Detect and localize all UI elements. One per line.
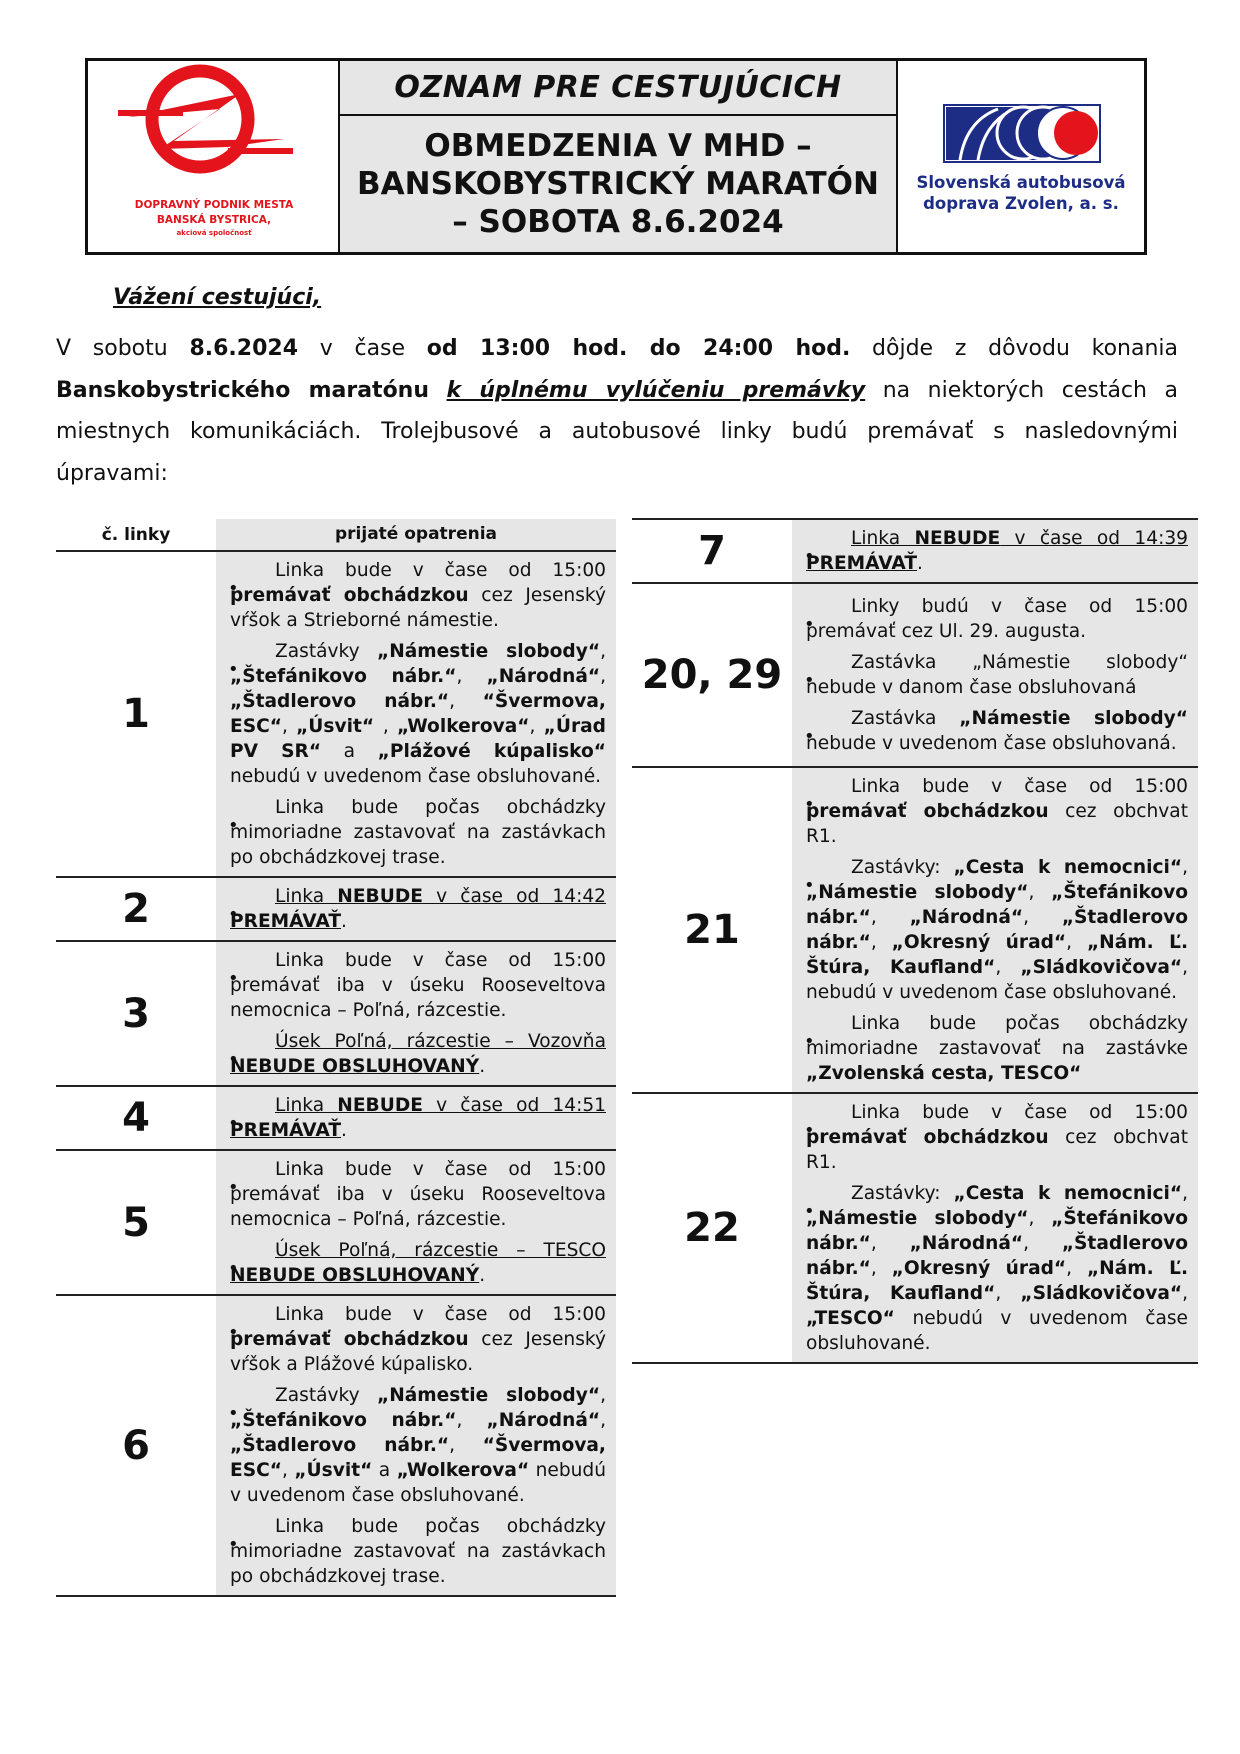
measure-text: ,	[870, 907, 910, 928]
measure-text: NEBUDE OBSLUHOVANÝ	[230, 1056, 480, 1077]
table-row	[56, 1086, 616, 1150]
measure-text: , nebudú v uvedenom čase obsluhované.	[806, 957, 1189, 1003]
measure-text: cez obchvat R1.	[806, 1127, 1188, 1173]
measure-text: Úsek Poľná, rázcestie – TESCO	[275, 1240, 606, 1261]
measure-text: „Štadlerovo nábr.“	[230, 691, 450, 712]
notice-title-line3: – SOBOTA 8.6.2024	[452, 204, 784, 240]
measure-text: cez Jesenský vŕšok a Plážové kúpalisko.	[230, 1329, 606, 1375]
dpmbb-name-line3: akciová spoločnosť	[176, 229, 252, 237]
measure-text: ,	[995, 1283, 1021, 1304]
measure-text: ,	[382, 716, 397, 737]
measure-text: .	[341, 1120, 347, 1141]
measure-text: Zastávka „Námestie slobody“ nebude v danom čase obsluhovaná	[806, 652, 1188, 698]
measure-text: „Národná“	[486, 1410, 601, 1431]
measure-text: cez Jesenský vŕšok a Strieborné námestie.	[230, 585, 606, 631]
measure-text: Zastávky:	[851, 857, 954, 878]
col-header-measures: prijaté opatrenia	[216, 519, 616, 551]
line-measures	[792, 519, 1198, 583]
line-number: 7	[632, 519, 792, 583]
measure-text: Linka bude v čase od 15:00	[851, 776, 1188, 797]
line-number: 1	[56, 551, 216, 877]
measure-text: Zastávky	[275, 1385, 377, 1406]
line-number: 21	[632, 767, 792, 1093]
measure-item	[230, 1383, 606, 1508]
header-title-cell	[340, 61, 898, 252]
line-number: 6	[56, 1295, 216, 1596]
notice-title-line2: BANSKOBYSTRICKÝ MARATÓN	[357, 166, 879, 202]
measure-text: „Štadlerovo nábr.“	[806, 1233, 1188, 1279]
col-header-line: č. linky	[101, 524, 171, 545]
measure-text: a	[372, 1460, 397, 1481]
measure-text: ,	[529, 716, 544, 737]
measure-text: Linka bude v čase od 15:00 premávať iba v úseku Rooseveltova nemocnica – Poľná, rázcestie.	[230, 1159, 606, 1230]
measure-text: ,	[600, 666, 607, 687]
measure-text: Linky budú v čase od 15:00 premávať cez Ul. 29. augusta.	[806, 596, 1188, 642]
measure-text: „Štefánikovo nábr.“	[806, 1208, 1188, 1254]
measure-text: ,	[1182, 1283, 1189, 1304]
measure-text: ,	[870, 932, 892, 953]
line-measures	[792, 767, 1198, 1093]
notice-title	[340, 116, 896, 252]
measure-text: Zastávka	[851, 708, 960, 729]
measure-text: „Námestie slobody“	[376, 641, 601, 662]
measure-text: „Štefánikovo nábr.“	[230, 1410, 457, 1431]
line-measures	[792, 583, 1198, 767]
line-measures	[216, 1150, 616, 1295]
measure-text: „TESCO“	[806, 1308, 895, 1329]
measure-text: Linka bude počas obchádzky mimoriadne zastavovať na zastávkach po obchádzkovej trase.	[230, 797, 606, 868]
measure-text: nebudú v uvedenom čase obsluhované.	[806, 1308, 1188, 1354]
measure-text: ,	[1182, 1183, 1188, 1204]
line-number: 3	[56, 941, 216, 1086]
right-lines-table	[632, 518, 1198, 1364]
measure-item	[806, 526, 1188, 576]
measure-text: ,	[456, 666, 487, 687]
measure-text: cez obchvat R1.	[806, 801, 1188, 847]
measure-text: Linka bude v čase od 15:00	[275, 560, 606, 581]
measure-text: „Úsvit“	[294, 1460, 373, 1481]
line-measures	[792, 1093, 1198, 1363]
measure-text: ,	[600, 1385, 606, 1406]
measure-text: NEBUDE OBSLUHOVANÝ	[230, 1265, 480, 1286]
measure-item	[230, 1093, 606, 1143]
intro-paragraph	[56, 328, 1178, 494]
measure-text: v čase od 14:39	[1000, 528, 1188, 549]
measure-text: ,	[995, 957, 1021, 978]
table-row	[56, 1295, 616, 1596]
measure-text: „Zvolenská cesta, TESCO“	[806, 1063, 1082, 1084]
dpmbb-name-line1: DOPRAVNÝ PODNIK MESTA	[134, 199, 294, 211]
intro-text	[429, 378, 447, 403]
measure-text: „Národná“	[486, 666, 601, 687]
table-row	[632, 767, 1198, 1093]
measure-text: „Námestie slobody“	[376, 1385, 601, 1406]
measure-text: ,	[1028, 882, 1052, 903]
intro-date: 8.6.2024	[189, 336, 298, 361]
sad-logo-icon	[898, 61, 1144, 181]
intro-text: V sobotu	[56, 336, 190, 361]
table-row	[56, 941, 616, 1086]
measure-text: Linka	[275, 1095, 338, 1116]
measure-text: „Okresný úrad“	[891, 932, 1067, 953]
measure-text: Linka	[851, 528, 915, 549]
measure-text: .	[917, 553, 923, 574]
intro-text: na niektorých cestách a miestnych komunikáciách. Trolejbusové a autobusové linky budú premávať s nasledovnými úpravami:	[56, 377, 1178, 486]
measure-text: „Úrad PV SR“	[230, 716, 606, 762]
measure-text: PREMÁVAŤ	[806, 553, 918, 574]
intro-text: dôjde z dôvodu konania	[850, 336, 1179, 361]
line-number: 20, 29	[632, 583, 792, 767]
measure-text: nebudú v uvedenom čase obsluhované.	[230, 766, 602, 787]
measure-text: nebudú v uvedenom čase obsluhované.	[230, 1460, 607, 1506]
measure-text: Linka	[275, 886, 338, 907]
measure-item	[230, 1514, 606, 1589]
measure-text: Linka bude počas obchádzky mimoriadne zastavovať na zastávke	[806, 1013, 1188, 1059]
table-row	[632, 1093, 1198, 1363]
measure-text: .	[479, 1265, 486, 1286]
notice-title-line1: OBMEDZENIA V MHD –	[424, 128, 812, 164]
measure-item	[806, 706, 1188, 756]
measure-text: „Sládkovičova“	[1020, 1283, 1183, 1304]
measure-text: ,	[281, 1460, 295, 1481]
measure-text: Linka bude v čase od 15:00	[851, 1102, 1188, 1123]
measure-text: ,	[870, 1258, 892, 1279]
measure-text: „Námestie slobody“	[806, 1208, 1029, 1229]
intro-event: Banskobystrického maratónu	[56, 377, 430, 403]
line-number: 22	[632, 1093, 792, 1363]
measure-text: NEBUDE	[914, 528, 1001, 549]
measure-text: „Wolkerova“	[396, 1460, 530, 1481]
measure-text: „Úsvit“	[296, 716, 383, 737]
measure-text: „Cesta k nemocnici“	[953, 857, 1183, 878]
measure-text: ,	[449, 691, 483, 712]
measure-item	[230, 639, 606, 789]
measure-item	[806, 1011, 1188, 1086]
sad-logo-cell	[898, 61, 1144, 252]
measure-text: „Nám. Ľ. Štúra, Kaufland“	[806, 1258, 1189, 1304]
measure-text: NEBUDE	[337, 1095, 423, 1116]
measure-text: „Štadlerovo nábr.“	[230, 1435, 450, 1456]
measure-text: ,	[1023, 1233, 1062, 1254]
announcement-title: OZNAM PRE CESTUJÚCICH	[340, 61, 896, 116]
measure-text: ,	[281, 716, 297, 737]
dpmbb-name-line2: BANSKÁ BYSTRICA,	[156, 214, 272, 226]
intro-text: v čase	[298, 336, 427, 361]
measure-text: .	[341, 911, 347, 932]
measure-item	[230, 1238, 606, 1288]
measure-text: ,	[1028, 1208, 1052, 1229]
dpmbb-logo-cell	[88, 61, 340, 252]
measure-item	[230, 1157, 606, 1232]
measure-item	[230, 884, 606, 934]
measure-text: PREMÁVAŤ	[230, 911, 342, 932]
measure-text: „Námestie slobody“	[959, 708, 1188, 729]
measure-item	[806, 1181, 1188, 1356]
table-row	[56, 877, 616, 941]
measure-text: ,	[600, 1410, 607, 1431]
measure-text: „Štefánikovo nábr.“	[806, 882, 1188, 928]
measure-text: v čase od 14:42	[422, 886, 606, 907]
measure-text: „Národná“	[909, 1233, 1024, 1254]
measure-text: NEBUDE	[337, 886, 423, 907]
left-lines-table	[56, 519, 616, 1597]
table-row	[632, 583, 1198, 767]
measure-text: ,	[1023, 907, 1062, 928]
measure-text: „Plážové kúpalisko“	[377, 741, 607, 762]
measure-text: .	[479, 1056, 486, 1077]
line-measures	[216, 551, 616, 877]
measure-text: a	[321, 741, 378, 762]
header-box	[85, 58, 1147, 255]
measure-text: Linka bude počas obchádzky mimoriadne zastavovať na zastávkach po obchádzkovej trase.	[230, 1516, 606, 1587]
measure-text: Zastávky	[275, 641, 377, 662]
measure-text: ,	[449, 1435, 483, 1456]
measure-item	[230, 558, 606, 633]
measure-item	[806, 855, 1188, 1005]
table-row	[56, 551, 616, 877]
line-number: 2	[56, 877, 216, 941]
measure-item	[806, 774, 1188, 849]
measure-text: ,	[1066, 932, 1087, 953]
line-number: 5	[56, 1150, 216, 1295]
measure-text: nebude v uvedenom čase obsluhovaná.	[806, 733, 1177, 754]
measure-text: PREMÁVAŤ	[230, 1120, 342, 1141]
measure-item	[230, 1302, 606, 1377]
greeting: Vážení cestujúci,	[113, 285, 322, 310]
measure-text: Linka bude v čase od 15:00 premávať iba v úseku Rooseveltova nemocnica – Poľná, rázcestie.	[230, 950, 606, 1021]
line-number: 4	[56, 1086, 216, 1150]
table-header-row	[56, 519, 616, 551]
measure-text: premávať obchádzkou	[806, 1127, 1049, 1148]
measure-text: ,	[600, 641, 606, 662]
measure-item	[806, 594, 1188, 644]
measure-text: premávať obchádzkou	[230, 1329, 469, 1350]
measure-text: ,	[1182, 857, 1188, 878]
line-measures	[216, 877, 616, 941]
measure-text: ,	[456, 1410, 487, 1431]
line-measures	[216, 1295, 616, 1596]
line-measures	[216, 941, 616, 1086]
measure-text: Úsek Poľná, rázcestie – Vozovňa	[275, 1031, 606, 1052]
measure-text: Linka bude v čase od 15:00	[275, 1304, 606, 1325]
measure-text: „Nám. Ľ. Štúra, Kaufland“	[806, 932, 1189, 978]
measure-text: „Námestie slobody“	[806, 882, 1029, 903]
intro-time: od 13:00 hod. do 24:00 hod.	[426, 336, 851, 361]
measure-text: „Okresný úrad“	[891, 1258, 1067, 1279]
sad-name-line1: Slovenská autobusová	[916, 173, 1126, 192]
measure-text: „Wolkerova“	[396, 716, 530, 737]
measure-text: „Cesta k nemocnici“	[953, 1183, 1183, 1204]
table-row	[632, 519, 1198, 583]
measure-text: ,	[1066, 1258, 1087, 1279]
measure-text: “Švermova, ESC“	[230, 691, 606, 737]
measure-text: „Sládkovičova“	[1020, 957, 1183, 978]
measure-item	[806, 1100, 1188, 1175]
measure-item	[230, 948, 606, 1023]
table-row	[56, 1150, 616, 1295]
measure-text: ,	[870, 1233, 910, 1254]
measure-text: “Švermova, ESC“	[230, 1435, 606, 1481]
measure-text: Zastávky:	[851, 1183, 954, 1204]
measure-text: v čase od 14:51	[422, 1095, 606, 1116]
measure-item	[230, 1029, 606, 1079]
measure-text: „Národná“	[909, 907, 1024, 928]
measure-text: „Štadlerovo nábr.“	[806, 907, 1188, 953]
line-measures	[216, 1086, 616, 1150]
measure-text: premávať obchádzkou	[806, 801, 1049, 822]
sad-name-line2: doprava Zvolen, a. s.	[923, 194, 1119, 213]
measure-text: „Štefánikovo nábr.“	[230, 666, 457, 687]
intro-closure: k úplnému vylúčeniu premávky	[446, 377, 866, 403]
measure-item	[806, 650, 1188, 700]
measure-text: premávať obchádzkou	[230, 585, 469, 606]
measure-item	[230, 795, 606, 870]
